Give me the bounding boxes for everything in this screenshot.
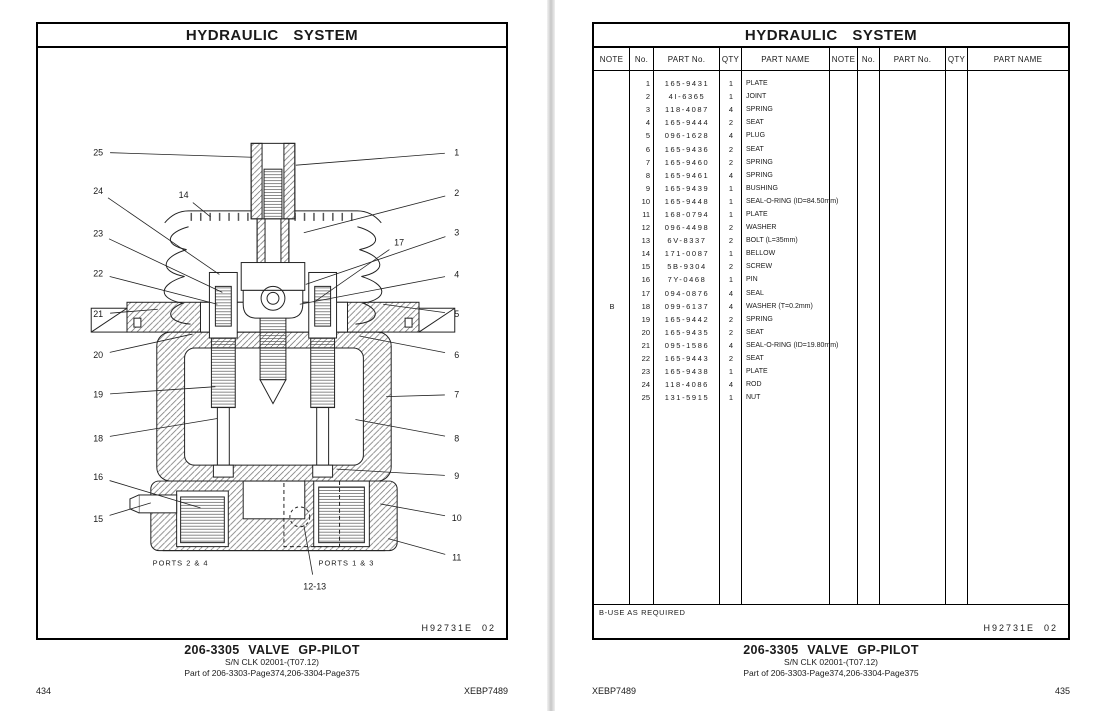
header-qty-2: QTY bbox=[946, 48, 968, 70]
table-row bbox=[594, 287, 1068, 300]
callout-number-4: 4 bbox=[454, 269, 460, 280]
leader-line-11 bbox=[388, 539, 445, 555]
cell-part-name: SPRING bbox=[746, 315, 773, 323]
cell-no: 23 bbox=[641, 367, 650, 377]
cell-no: 15 bbox=[641, 262, 650, 272]
cell-part-no: 171-0087 bbox=[664, 249, 710, 259]
right-caption bbox=[592, 643, 1070, 678]
table-row bbox=[594, 365, 1068, 378]
callout-number-7: 7 bbox=[454, 389, 460, 400]
left-caption-serial: S/N CLK 02001-(T07.12) bbox=[224, 657, 320, 667]
cell-qty: 1 bbox=[728, 196, 734, 206]
callout-number-2: 2 bbox=[454, 187, 460, 198]
table-row bbox=[594, 352, 1068, 365]
cell-no: 18 bbox=[641, 301, 650, 311]
table-row bbox=[594, 313, 1068, 326]
left-footer-media-number: XEBP7489 bbox=[463, 686, 508, 696]
cell-qty: 2 bbox=[728, 157, 734, 167]
leader-line-22 bbox=[110, 276, 218, 304]
cell-qty: 1 bbox=[728, 79, 734, 89]
callout-number-18: 18 bbox=[93, 433, 104, 444]
left-caption bbox=[36, 643, 508, 678]
parts-table-header bbox=[594, 48, 1068, 71]
table-row bbox=[594, 326, 1068, 339]
cell-part-name: NUT bbox=[746, 394, 761, 402]
cell-qty: 1 bbox=[728, 249, 734, 259]
cell-qty: 2 bbox=[728, 118, 734, 128]
callout-number-25: 25 bbox=[93, 147, 104, 158]
cell-part-name: SPRING bbox=[746, 158, 773, 166]
cell-qty: 4 bbox=[728, 105, 734, 115]
table-row bbox=[594, 208, 1068, 221]
cell-part-no: 118-4087 bbox=[665, 105, 709, 115]
cell-part-name: SPRING bbox=[746, 106, 773, 114]
cell-qty: 2 bbox=[728, 262, 734, 272]
diagram-linework bbox=[91, 143, 455, 550]
table-footnote: B-USE AS REQUIRED bbox=[599, 608, 686, 617]
cell-no: 11 bbox=[642, 209, 650, 219]
callout-number-19: 19 bbox=[93, 389, 104, 400]
cell-no: 19 bbox=[641, 314, 650, 324]
header-note-1: NOTE bbox=[594, 48, 630, 70]
cell-part-no: 165-9438 bbox=[664, 367, 710, 377]
table-row bbox=[594, 156, 1068, 169]
header-partname-1: PART NAME bbox=[742, 48, 830, 70]
right-doc-ref: H92731E 02 bbox=[983, 623, 1058, 633]
cell-part-name: JOINT bbox=[746, 93, 767, 101]
book-spine-divider bbox=[547, 0, 555, 711]
callout-number-8: 8 bbox=[454, 433, 460, 444]
cell-qty: 2 bbox=[728, 354, 734, 364]
callout-number-20: 20 bbox=[93, 349, 104, 360]
table-row bbox=[594, 273, 1068, 286]
cell-part-no: 165-9461 bbox=[664, 170, 710, 180]
cell-part-name: PLUG bbox=[746, 132, 766, 140]
header-qty-1: QTY bbox=[720, 48, 742, 70]
cell-no: 3 bbox=[645, 105, 650, 115]
cell-part-name: WASHER (T=0.2mm) bbox=[746, 302, 813, 310]
cell-part-name: SEAL-O-RING (ID=84.50mm) bbox=[746, 197, 839, 205]
header-note-2: NOTE bbox=[830, 48, 858, 70]
cell-qty: 2 bbox=[728, 144, 734, 154]
right-page-frame bbox=[592, 22, 1070, 640]
cell-part-name: SEAT bbox=[746, 145, 764, 153]
cell-part-name: WASHER bbox=[746, 224, 777, 232]
left-caption-partof: Part of 206-3303-Page374,206-3304-Page375 bbox=[184, 667, 360, 678]
cell-no: 9 bbox=[645, 183, 650, 193]
leader-line-2 bbox=[304, 196, 445, 233]
header-no-1: No. bbox=[630, 48, 654, 70]
cell-no: 1 bbox=[645, 79, 650, 89]
left-page-frame bbox=[36, 22, 508, 640]
cell-no: 17 bbox=[641, 288, 650, 298]
callout-number-5: 5 bbox=[454, 309, 460, 320]
callout-number-23: 23 bbox=[93, 228, 104, 239]
cell-part-no: 118-4086 bbox=[665, 380, 709, 390]
cell-part-no: 5B-9304 bbox=[667, 262, 707, 272]
table-row bbox=[594, 142, 1068, 155]
header-partno-1: PART No. bbox=[654, 48, 720, 70]
cell-part-no: 168-0794 bbox=[664, 209, 710, 219]
callout-number-15: 15 bbox=[93, 513, 104, 524]
cell-part-no: 099-6137 bbox=[664, 301, 710, 311]
cell-part-name: PLATE bbox=[746, 368, 768, 376]
header-partno-2: PART No. bbox=[880, 48, 946, 70]
leader-line-14 bbox=[193, 203, 211, 217]
cell-qty: 1 bbox=[728, 275, 734, 285]
cell-qty: 2 bbox=[728, 327, 734, 337]
callout-number-9: 9 bbox=[454, 471, 460, 482]
cell-part-name: ROD bbox=[746, 381, 762, 389]
cell-part-no: 4I-6365 bbox=[668, 92, 706, 102]
cell-part-no: 165-9443 bbox=[664, 354, 710, 364]
cell-part-no: 165-9460 bbox=[664, 157, 710, 167]
cell-part-no: 096-4498 bbox=[664, 223, 710, 233]
table-row bbox=[594, 391, 1068, 404]
parts-rows bbox=[594, 77, 1068, 404]
cell-no: 8 bbox=[645, 170, 650, 180]
left-caption-title: 206-3305 VALVE GP-PILOT bbox=[184, 643, 360, 657]
right-caption-partof: Part of 206-3303-Page374,206-3304-Page375 bbox=[743, 667, 919, 678]
cell-part-no: 165-9435 bbox=[664, 327, 710, 337]
right-footer-media-number: XEBP7489 bbox=[592, 686, 637, 696]
valve-cross-section-diagram bbox=[38, 48, 506, 638]
callout-number-6: 6 bbox=[454, 349, 460, 360]
cell-part-no: 6V-8337 bbox=[667, 236, 707, 246]
callout-number-24: 24 bbox=[93, 186, 104, 197]
table-row bbox=[594, 77, 1068, 90]
cell-qty: 4 bbox=[728, 170, 734, 180]
cell-part-no: 165-9448 bbox=[664, 196, 710, 206]
leader-line-23 bbox=[109, 239, 222, 293]
cell-qty: 1 bbox=[728, 183, 734, 193]
cell-qty: 4 bbox=[728, 340, 734, 350]
cell-part-no: 165-9436 bbox=[664, 144, 710, 154]
cell-no: 13 bbox=[641, 236, 650, 246]
cell-no: 12 bbox=[641, 223, 650, 233]
table-row bbox=[594, 221, 1068, 234]
cell-no: 14 bbox=[641, 249, 650, 259]
table-row bbox=[594, 90, 1068, 103]
cell-part-no: 095-1586 bbox=[664, 340, 710, 350]
cell-no: 22 bbox=[641, 354, 650, 364]
table-row bbox=[594, 103, 1068, 116]
right-caption-title: 206-3305 VALVE GP-PILOT bbox=[743, 643, 919, 657]
cell-no: 4 bbox=[645, 118, 650, 128]
leader-line-24 bbox=[108, 198, 219, 275]
cell-qty: 1 bbox=[728, 393, 734, 403]
left-page-footer bbox=[36, 686, 508, 696]
left-doc-ref: H92731E 02 bbox=[421, 623, 496, 633]
cell-no: 20 bbox=[641, 327, 650, 337]
cell-part-no: 165-9439 bbox=[664, 183, 710, 193]
right-page-title: HYDRAULIC SYSTEM bbox=[594, 24, 1068, 48]
table-row bbox=[594, 260, 1068, 273]
cell-part-name: SEAL bbox=[746, 289, 764, 297]
table-row bbox=[594, 234, 1068, 247]
diagram-area bbox=[38, 48, 506, 638]
cell-part-name: SEAL-O-RING (ID=19.80mm) bbox=[746, 341, 839, 349]
cell-part-name: BOLT (L=35mm) bbox=[746, 237, 798, 245]
cell-no: 10 bbox=[641, 196, 650, 206]
cell-qty: 1 bbox=[728, 209, 734, 219]
cell-qty: 4 bbox=[728, 131, 734, 141]
cell-no: 7 bbox=[645, 157, 650, 167]
cell-no: 21 bbox=[641, 340, 650, 350]
cell-part-name: BELLOW bbox=[746, 250, 776, 258]
leader-line-1 bbox=[296, 153, 445, 165]
cell-part-no: 165-9444 bbox=[664, 118, 710, 128]
parts-table-body bbox=[594, 71, 1068, 604]
cell-part-name: SCREW bbox=[746, 263, 773, 271]
right-caption-serial: S/N CLK 02001-(T07.12) bbox=[783, 657, 879, 667]
callout-number-11: 11 bbox=[452, 552, 462, 563]
cell-qty: 4 bbox=[728, 380, 734, 390]
table-row bbox=[594, 300, 1068, 313]
cell-part-no: 094-0876 bbox=[664, 288, 710, 298]
left-page-title: HYDRAULIC SYSTEM bbox=[38, 24, 506, 48]
cell-part-name: PLATE bbox=[746, 80, 768, 88]
cell-no: 6 bbox=[645, 144, 650, 154]
cell-part-no: 7Y-0468 bbox=[667, 275, 707, 285]
callout-number-1: 1 bbox=[454, 147, 460, 158]
table-row bbox=[594, 247, 1068, 260]
ports-1-3-label: PORTS 1 & 3 bbox=[318, 558, 375, 568]
cell-part-name: SEAT bbox=[746, 355, 764, 363]
cell-part-name: PLATE bbox=[746, 210, 768, 218]
cell-no: 16 bbox=[641, 275, 650, 285]
cell-note: B bbox=[609, 301, 615, 311]
table-row bbox=[594, 182, 1068, 195]
callout-number-10: 10 bbox=[451, 512, 462, 523]
callout-number-17: 17 bbox=[394, 237, 405, 248]
cell-qty: 4 bbox=[728, 301, 734, 311]
cell-part-name: SEAT bbox=[746, 119, 764, 127]
table-row bbox=[594, 339, 1068, 352]
callout-number-3: 3 bbox=[454, 227, 460, 238]
cell-no: 5 bbox=[645, 131, 650, 141]
table-row bbox=[594, 378, 1068, 391]
cell-part-no: 096-1628 bbox=[664, 131, 710, 141]
cell-qty: 1 bbox=[728, 92, 734, 102]
cell-qty: 2 bbox=[728, 236, 734, 246]
cell-part-no: 131-5915 bbox=[664, 393, 710, 403]
cell-qty: 2 bbox=[728, 314, 734, 324]
callout-number-12-13: 12-13 bbox=[303, 581, 327, 592]
cell-qty: 4 bbox=[728, 288, 734, 298]
cell-part-no: 165-9442 bbox=[664, 314, 710, 324]
callout-number-16: 16 bbox=[93, 472, 104, 483]
cell-no: 25 bbox=[641, 393, 650, 403]
cell-part-name: SEAT bbox=[746, 328, 764, 336]
table-row bbox=[594, 129, 1068, 142]
cell-no: 2 bbox=[645, 92, 650, 102]
right-footer-page-number: 435 bbox=[1054, 686, 1070, 696]
cell-qty: 1 bbox=[728, 367, 734, 377]
left-footer-page-number: 434 bbox=[36, 686, 52, 696]
ports-2-4-label: PORTS 2 & 4 bbox=[152, 558, 209, 568]
cell-part-no: 165-9431 bbox=[664, 79, 710, 89]
leader-line-7 bbox=[386, 395, 445, 397]
table-row bbox=[594, 195, 1068, 208]
cell-part-name: PIN bbox=[746, 276, 758, 284]
parts-table-foot bbox=[594, 604, 1068, 638]
table-row bbox=[594, 169, 1068, 182]
callout-number-22: 22 bbox=[93, 268, 104, 279]
callout-number-14: 14 bbox=[178, 189, 189, 200]
right-page-footer bbox=[592, 686, 1070, 696]
header-partname-2: PART NAME bbox=[993, 54, 1043, 64]
cell-part-name: BUSHING bbox=[746, 184, 778, 192]
cell-no: 24 bbox=[641, 380, 650, 390]
leader-line-25 bbox=[110, 153, 252, 158]
header-no-2: No. bbox=[858, 48, 880, 70]
cell-part-name: SPRING bbox=[746, 171, 773, 179]
callout-number-21: 21 bbox=[93, 309, 104, 320]
table-row bbox=[594, 116, 1068, 129]
leader-line-3 bbox=[306, 237, 446, 285]
cell-qty: 2 bbox=[728, 223, 734, 233]
